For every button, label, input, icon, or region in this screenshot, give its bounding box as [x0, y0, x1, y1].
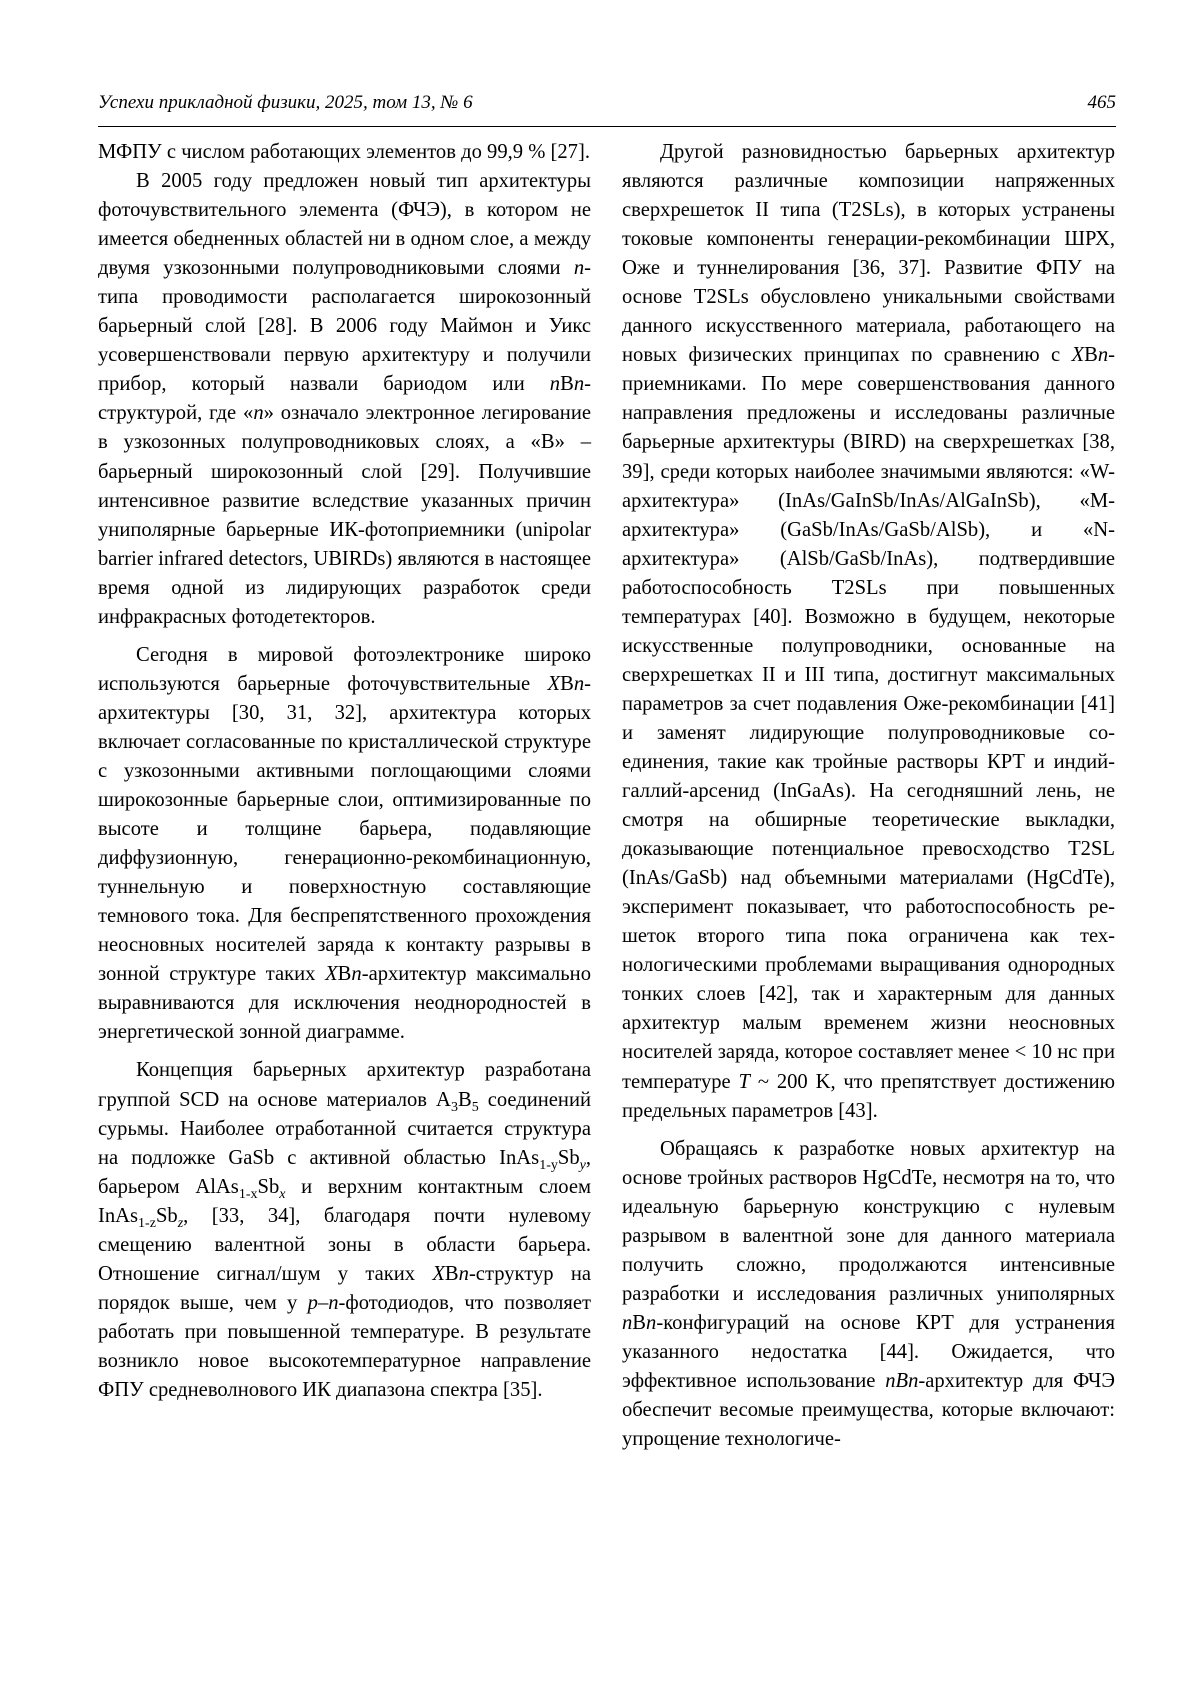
page-number: 465 — [1087, 92, 1116, 113]
paragraph: В 2005 году предложен новый тип архитектуры фоточувствительного элемента (ФЧЭ), в котором не имеется обедненных областей ни в одном слое, а между двумя узкозонными полупроводниковыми слоями n-типа проводимости располагается широкозонный барьерный слой [28]. В 2006 году Маймон и Уикс усовершенствовали первую архитектуру и получили прибор, который назвали бариодом или nBn-структурой, где «n» означало электронное легирование в узкозонных полупроводниковых слоях, а «B» – барьерный широкозонный слой [29]. Получившие интенсивное развитие вследствие указанных причин униполярные барьерные ИК-фотоприемники (unipolar barrier infrared detectors, UBIRDs) являются в настоящее время одной из лидирующих разработок среди инфракрасных фотодетекторов. — [98, 170, 591, 628]
right-column — [622, 138, 1115, 1454]
paragraph: Сегодня в мировой фотоэлектронике широко используются барьерные фоточувствительные XBn-архитектуры [30, 31, 32], архитектура которых включает согласованные по кристаллической структуре с узкозонными активными поглощающими слоями широкозонные барьерные слои, оптимизированные по высоте и толщине барьера, подавляющие диффузионную, генерационно-рекомбинационную, туннельную и поверхностную составляющие темнового тока. Для беспрепятственного прохождения неосновных носителей заряда к контакту разрывы в зонной структуре таких XBn-архитектур максимально выравниваются для исключения неоднородностей в энергетической зонной диаграмме. — [98, 643, 592, 1044]
journal-citation: Успехи прикладной физики, 2025, том 13, № 6 — [98, 92, 473, 113]
paragraph: Концепция барьерных архитектур разработана группой SCD на основе материалов $A_3B_5$ соединений сурьмы. Наиболее отработанной считается структура на подложке GaSb с активной областью $InAs_{1-y}Sb_y$, барьером $AlAs_{1-x}Sb_x$ и верхним контактным слоем $InAs_{1-z}Sb_z$, [33, 34], благодаря почти нулевому смещению валентной зоны в области барьера. Отношение сигнал/шум у таких XBn-структур на порядок выше, чем у p–n-фотодиодов, что позволяет работать при повышенной температуре. В результате возникло новое высокотемпературное направление ФПУ средневолнового ИК диапазона спектра [35]. — [98, 1059, 592, 1401]
running-header — [98, 92, 1116, 127]
paragraph: МФПУ с числом работающих элементов до 99,9 % [27]. — [98, 141, 590, 163]
left-column — [98, 138, 591, 1405]
paragraph: Другой разновидностью барьерных архитектур являются различные композиции напряженных сверхрешеток II типа (T2SLs), в которых устранены токовые компоненты генерации-рекомбинации ШРХ, Оже и туннелирования [36, 37]. Развитие ФПУ на основе T2SLs обусловлено уникальными свойствами данного искусственного материала, работающего на новых физических принципах по сравнению с XBn-приемниками. По мере совершенствования данного направления предложены и исследованы различные барьерные архитектуры (BIRD) на сверхрешетках [38, 39], среди которых наиболее значимыми являются: «W-архитектура» (InAs/GaInSb/InAs/AlGaInSb), «M-архитектура» (GaSb/InAs/GaSb/AlSb), и «N-архитектура» (AlSb/GaSb/InAs), подтвердившие работоспособность T2SLs при повышенных температурах [40]. Возможно в будущем, некоторые искусственные полупроводники, основанные на сверхрешетках II и III типа, достигнут максимальных параметров за счет подавления Оже-рекомбинации [41] и заменят лидирующие полупроводниковые соединения, такие как тройные растворы КРТ и индий-галлий-арсенид (InGaAs). На сегодняшний лень, не смотря на обширные теоретические выкладки, доказывающие потенциальное превосходство T2SL (InAs/GaSb) над объемными материалами (HgCdTe), эксперимент показывает, что работоспособность решеток второго типа пока ограничена как технологическими проблемами выращивания однородных тонких слоев [42], так и характерным для данных архитектур малым временем жизни неосновных носителей заряда, которое составляет менее < 10 нс при температуре T ~ 200 K, что препятствует достижению предельных параметров [43]. — [622, 141, 1115, 1122]
paragraph: Обращаясь к разработке новых архитектур на основе тройных растворов HgCdTe, несмотря на то, что идеальную барьерную конструкцию с нулевым разрывом в валентной зоне для данного материала получить сложно, продолжаются интенсивные разработки и исследования различных униполярных nBn-конфигураций на основе КРТ для устранения указанного недостатка [44]. Ожидается, что эффективное использование nBn-архитектур для ФЧЭ обеспечит весомые преимущества, которые включают: упрощение технологиче- — [622, 1137, 1115, 1451]
